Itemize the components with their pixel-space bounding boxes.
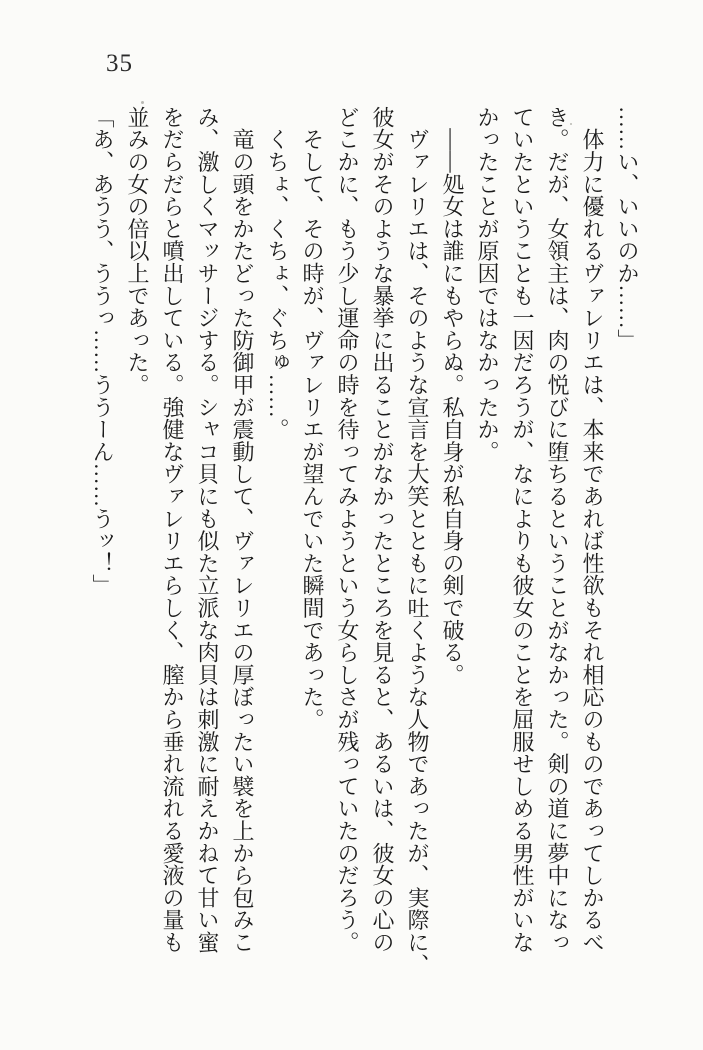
- text-line: 彼女がそのような暴挙に出ることがなかったところを見ると、あるいは、彼女の心の: [370, 106, 395, 954]
- scan-speck: [141, 101, 144, 104]
- text-line: き。だが、女領主は、肉の悦びに堕ちるということがなかった。剣の道に夢中になっ: [545, 106, 570, 954]
- text-line: かったことが原因ではなかったか。: [475, 106, 500, 463]
- text-line: くちょ、くちょ、ぐちゅ……。: [265, 106, 290, 441]
- text-line: ていたということも一因だろうが、なによりも彼女のことを屈服せしめる男性がいな: [510, 106, 535, 954]
- text-line: ヴァレリエは、そのような宣言を大笑とともに吐くような人物であったが、実際に、: [405, 106, 430, 976]
- text-line: そして、その時が、ヴァレリエが望んでいた瞬間であった。: [300, 106, 325, 731]
- text-line: 「あ、あうう、ううっ……ううーん……うッ！」: [90, 106, 115, 597]
- page-number: 35: [106, 50, 133, 77]
- text-line: み、激しくマッサージする。シャコ貝にも似た立派な肉貝は刺激に耐えかねて甘い蜜: [195, 106, 220, 954]
- text-line: どこかに、もう少し運命の時を待ってみようという女らしさが残っていたのだろう。: [335, 106, 360, 954]
- text-line: をだらだらと噴出している。強健なヴァレリエらしく、膣から垂れ流れる愛液の量も: [160, 106, 185, 954]
- text-line: 竜の頭をかたどった防御甲が震動して、ヴァレリエの厚ぼったい襞を上から包みこ: [230, 106, 255, 954]
- text-line: 体力に優れるヴァレリエは、本来であれば性欲もそれ相応のものであってしかるべ: [580, 106, 605, 954]
- text-line: 並みの女の倍以上であった。: [125, 106, 150, 396]
- scan-speck: [570, 123, 572, 125]
- text-area: [85, 106, 645, 976]
- text-line: ――処女は誰にもやらぬ。私自身が私自身の剣で破る。: [440, 106, 465, 686]
- text-line: ……い、いいのか……」: [615, 106, 640, 352]
